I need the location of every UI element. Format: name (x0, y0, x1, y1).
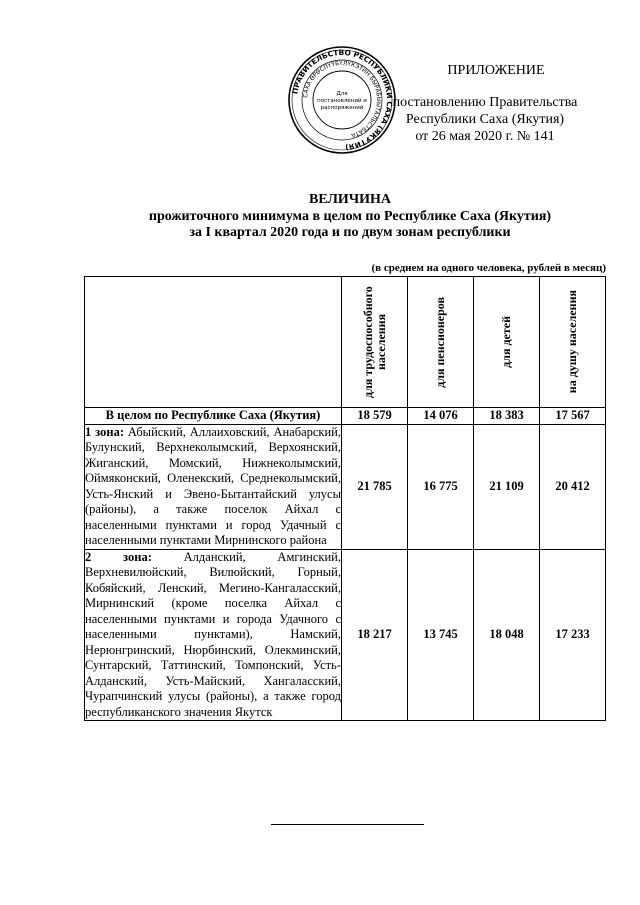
header-empty-cell (85, 277, 342, 408)
header-label: для детей (499, 316, 513, 368)
value-cell: 18 383 (474, 408, 540, 425)
title-line-1: ВЕЛИЧИНА (309, 192, 391, 207)
table-row-zone-1 (85, 424, 606, 549)
zone-description (85, 549, 342, 721)
table-row-zone-2 (85, 549, 606, 721)
value-cell: 13 745 (408, 549, 474, 721)
header-label: на душу населения (565, 290, 579, 394)
value-cell: 17 233 (540, 549, 606, 721)
header-label: для пенсионеров (433, 296, 447, 388)
value-cell: 21 109 (474, 424, 540, 549)
svg-text:Для: Для (336, 91, 348, 97)
value-cell: 18 217 (342, 549, 408, 721)
svg-text:распоряжений: распоряжений (320, 105, 364, 111)
value-cell: 18 048 (474, 549, 540, 721)
official-seal (287, 45, 397, 155)
svg-text:постановлений и: постановлений и (317, 98, 367, 104)
header-working-age (342, 277, 408, 408)
value-cell: 21 785 (342, 424, 408, 549)
value-cell: 17 567 (540, 408, 606, 425)
zone-districts: Алданский, Амгинский, Верхневилюйский, Вилюйский, Горный, Кобяйский, Ленский, Мегино-Кангаласский, Мирнинский (кроме поселка Айхал с населенными пунктами и города Удачного с населенными пунктами), Намский, Нерюнгринский, Нюрбинский, Олекминский, Сунтарский, Таттинский, Томпонский, Усть-Алданский, Усть-Майский, Хангаласский, Чурапчинский улусы (районы), а также город республиканского значения Якутск (85, 549, 341, 719)
value-cell: 16 775 (408, 424, 474, 549)
value-cell: 18 579 (342, 408, 408, 425)
appendix-label: ПРИЛОЖЕНИЕ (447, 63, 545, 78)
resolution-line-1: постановлению Правительства (392, 95, 578, 110)
value-cell: 14 076 (408, 408, 474, 425)
header-children (474, 277, 540, 408)
document-title (80, 192, 620, 242)
resolution-line-3: от 26 мая 2020 г. № 141 (415, 129, 555, 144)
title-line-3: за I квартал 2020 года и по двум зонам республики (189, 225, 511, 240)
header-label: для трудоспособного населения (360, 286, 388, 398)
zone-districts: Абыйский, Аллаиховский, Анабарский, Булунский, Верхнеколымский, Верхоянский, Жиганский, Момский, Нижнеколымский, Оймяконский, Оленекский, Среднеколымский, Усть-Янский и Эвено-Бытантайский улусы (районы), а также поселок Айхал с населенными пунктами и город Удачный с населенными пунктами Мирнинского района (85, 424, 341, 547)
row-label: В целом по Республике Саха (Якутия) (85, 408, 342, 425)
zone-label: 1 зона: (85, 424, 124, 439)
subsistence-table (84, 276, 606, 721)
header-per-capita (540, 277, 606, 408)
table-header-row (85, 277, 606, 408)
resolution-line-2: Республики Саха (Якутия) (405, 112, 565, 127)
header-pensioners (408, 277, 474, 408)
svg-text:ПРАВИТЕЛЬСТВО РЕСПУБЛИКИ САХА: ПРАВИТЕЛЬСТВО РЕСПУБЛИКИ САХА (ЯКУТИЯ) (290, 47, 395, 152)
footer-divider (271, 824, 424, 825)
zone-description (85, 424, 342, 549)
svg-text:САХА ӨРӨСПҮҮБҮЛҮКЭТИН БЫРАБЫЫТ: САХА ӨРӨСПҮҮБҮЛҮКЭТИН БЫРАБЫЫТАЛЬСТБАТА (303, 60, 382, 138)
seal-graphic (287, 45, 397, 155)
table-row-total (85, 408, 606, 425)
units-note: (в среднем на одного человека, рублей в месяц) (371, 262, 606, 274)
zone-label: 2 зона: (85, 549, 152, 564)
appendix-header (385, 62, 585, 145)
value-cell: 20 412 (540, 424, 606, 549)
title-line-2: прожиточного минимума в целом по Республике Саха (Якутия) (148, 208, 552, 224)
